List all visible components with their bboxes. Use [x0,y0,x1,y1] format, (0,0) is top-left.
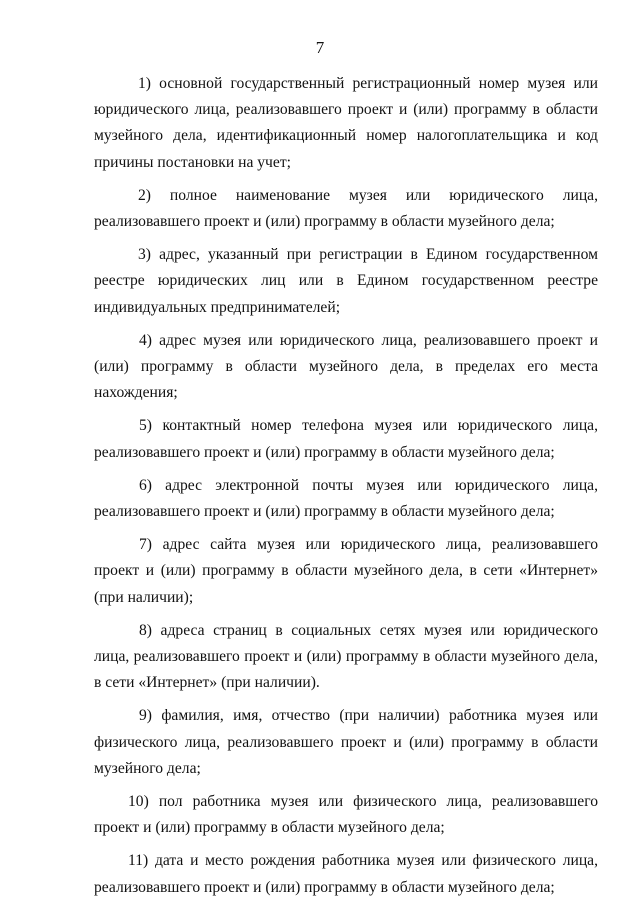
list-item-7: 7) адрес сайта музея или юридического лица, реализовавшего проект и (или) программу в области музейного дела, в сети «Интернет» (при наличии); [94,536,598,606]
document-body [94,71,598,908]
list-item-5: 5) контактный номер телефона музея или юридического лица, реализовавшего проект и (или) программу в области музейного дела; [94,417,598,461]
list-item-6: 6) адрес электронной почты музея или юридического лица, реализовавшего проект и (или) программу в области музейного дела; [94,476,598,521]
list-item-9: 9) фамилия, имя, отчество (при наличии) работника музея или физического лица, реализовавшего проект и (или) программу в области музейного дела; [94,707,598,777]
list-item-3: 3) адрес, указанный при регистрации в Едином государственном реестре юридических лиц или в Едином государственном реестре индивидуальных предпринимателей; [94,246,598,316]
page-number: 7 [315,38,325,57]
list-item-10: 10) пол работника музея или физического лица, реализовавшего проект и (или) программу в области музейного дела; [94,793,598,837]
list-item-8: 8) адреса страниц в социальных сетях музея или юридического лица, реализовавшего проект и (или) программу в области музейного дела, в сети «Интернет» (при наличии). [94,621,598,692]
list-item-11: 11) дата и место рождения работника музея или физического лица, реализовавшего проект и (или) программу в области музейного дела; [94,852,598,896]
list-item-1: 1) основной государственный регистрационный номер музея или юридического лица, реализовавшего проект и (или) программу в области музейного дела, идентификационный номер налогоплательщика и код причины постановки на учет; [94,75,598,171]
list-item-2: 2) полное наименование музея или юридического лица, реализовавшего проект и (или) программу в области музейного дела; [94,186,598,231]
list-item-4: 4) адрес музея или юридического лица, реализовавшего проект и (или) программу в области музейного дела, в пределах его места нахождения; [94,331,598,402]
